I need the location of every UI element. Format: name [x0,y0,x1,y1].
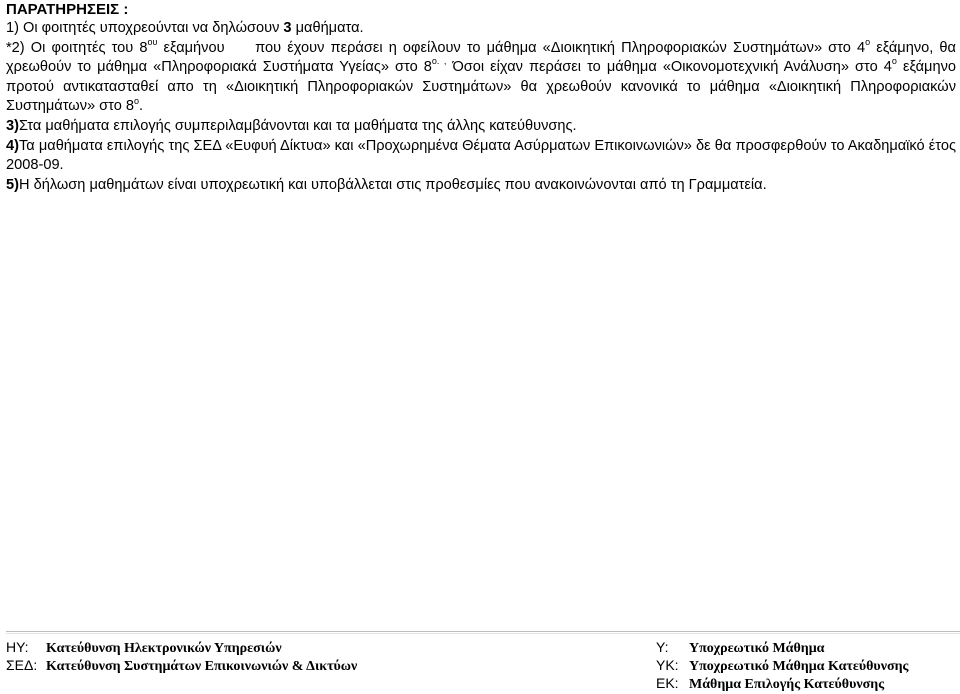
legend-y-text: Υποχρεωτικό Μάθημα [689,641,825,656]
note-4 [6,137,956,176]
legend-yk-code: ΥΚ: [656,657,679,673]
legend-ek-code: ΕΚ: [656,675,679,691]
legend-divider-shadow [6,633,960,634]
note-2-sup-5: ο [134,95,140,106]
note-1-suffix: μαθήματα. [291,20,364,36]
note-3 [6,117,956,137]
note-5 [6,176,956,196]
note-2-part-5: εξάμηνο προτού αντικατασταθεί απο τη «Διοικητική Πληροφοριακών Συστημάτων» θα χρεωθούν κανονικά το μάθημα «Διοικητική Πληροφοριακών Συστημάτων» στο 8 [6,59,956,115]
note-2-part-3: εξάμηνο, θα χρεωθούν το μάθημα «Πληροφοριακά Συστήματα Υγείας» στο 8 [6,39,956,76]
legend-yk-text: Υποχρεωτικό Μάθημα Κατεύθυνσης [689,659,909,674]
legend-sed [6,656,357,676]
legend-divider [6,631,960,632]
legend-hy-text: Κατεύθυνση Ηλεκτρονικών Υπηρεσιών [46,641,282,656]
note-2-part-2: εξαμήνου που έχουν περάσει η οφείλουν το μάθημα «Διοικητική Πληροφοριακών Συστημάτων» στο 4 [157,39,866,56]
legend-sed-code: ΣΕΔ: [6,657,38,673]
note-5-number: 5) [6,176,19,193]
note-3-number: 3) [6,117,19,134]
legend-y [656,638,824,658]
legend-y-code: Υ: [656,639,669,655]
notes-section [6,0,956,195]
note-2-sup-3: ο. , [431,56,447,67]
note-4-text: Τα μαθήματα επιλογής της ΣΕΔ «Ευφυή Δίκτυα» και «Προχωρημένα Θέματα Ασύρματων Επικοινωνιών» δε θα προσφερθούν το Ακαδημαϊκό έτος 2008-09. [6,137,956,174]
legend-yk [656,656,908,676]
note-2 [6,36,956,117]
legend-hy [6,638,282,658]
note-2-part-4: Όσοι είχαν περάσει το μάθημα «Οικονομοτεχνική Ανάλυση» στο 4 [446,59,892,76]
legend-hy-code: ΗΥ: [6,639,29,655]
note-2-prefix: *2) Οι φοιτητές του 8 [6,39,148,56]
note-2-part-6: . [139,98,144,115]
legend-ek-text: Μάθημα Επιλογής Κατεύθυνσης [689,677,885,692]
note-2-sup-2: ο [865,36,871,47]
note-1-prefix: 1) Οι φοιτητές υποχρεούνται να δηλώσουν [6,20,284,36]
note-1 [6,19,956,39]
note-2-sup-1: ου [147,36,158,47]
note-4-number: 4) [6,137,19,154]
legend-ek [656,674,884,694]
note-3-text: Στα μαθήματα επιλογής συμπεριλαμβάνονται και τα μαθήματα της άλλης κατεύθυνσης. [18,117,577,134]
note-1-count: 3 [283,20,292,36]
legend-sed-text: Κατεύθυνση Συστημάτων Επικοινωνιών & Δικτύων [46,659,358,674]
notes-title: ΠΑΡΑΤΗΡΗΣΕΙΣ : [6,1,129,18]
note-2-sup-4: ο [891,56,897,67]
note-5-text: Η δήλωση μαθημάτων είναι υποχρεωτική και υποβάλλεται στις προθεσμίες που ανακοινώνονται από τη Γραμματεία. [18,176,767,193]
